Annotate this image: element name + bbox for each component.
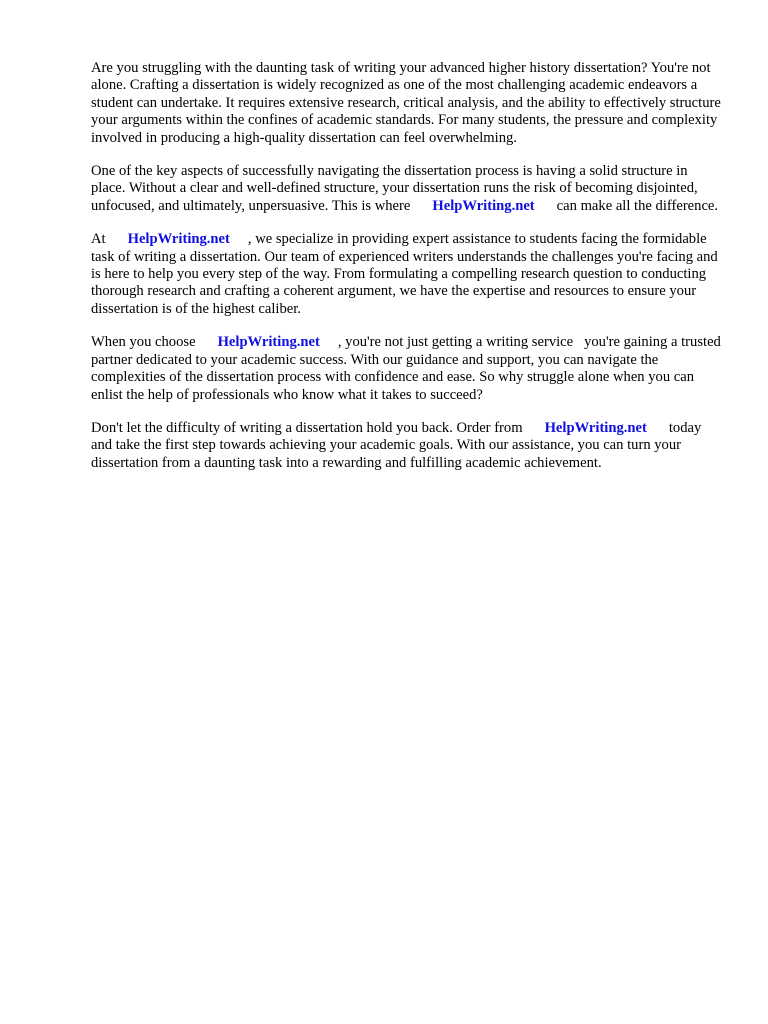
paragraph-order — [91, 420, 721, 472]
document-body — [91, 60, 725, 488]
paragraph-partner — [91, 334, 725, 404]
paragraph-intro — [91, 60, 721, 147]
helpwriting-link-2[interactable]: HelpWriting.net — [127, 231, 230, 248]
paragraph-intro-text: Are you struggling with the daunting task of writing your advanced higher history dissertation? You're not alone. Crafting a dissertation is widely recognized as one of the most challenging academic endeavors a student can undertake. It requires extensive research, critical analysis, and the ability to effectively structure your arguments within the confines of academic standards. For many students, the pressure and complexity involved in producing a high-quality dissertation can feel overwhelming. — [91, 60, 721, 146]
paragraph-expertise — [91, 231, 721, 318]
paragraph-order-text-after: today and take the first step towards achieving your academic goals. With our assistance, you can turn your dissertation from a daunting task into a rewarding and fulfilling academic achievement. — [91, 419, 702, 471]
helpwriting-link-1[interactable]: HelpWriting.net — [432, 197, 535, 214]
paragraph-order-text-before: Don't let the difficulty of writing a dissertation hold you back. Order from — [91, 419, 523, 436]
paragraph-partner-text-before: When you choose — [91, 334, 196, 351]
paragraph-structure-text-before: One of the key aspects of successfully navigating the dissertation process is having a solid structure in place. Without a clear and well-defined structure, your dissertation runs the risk of becoming disjointed, unfocused, and ultimately, unpersuasive. This is where — [91, 163, 698, 214]
helpwriting-link-3[interactable]: HelpWriting.net — [217, 334, 320, 351]
paragraph-structure — [91, 163, 721, 215]
paragraph-structure-text-after: can make all the difference. — [556, 197, 719, 214]
paragraph-expertise-text-after: , we specialize in providing expert assistance to students facing the formidable task of writing a dissertation. Our team of experienced writers understands the challenges you're facing and is here to help you every step of the way. From formulating a compelling research question to conducting thorough research and crafting a coherent argument, we have the expertise and resources to ensure your dissertation is of the highest caliber. — [91, 231, 718, 317]
paragraph-expertise-text-before: At — [91, 231, 106, 248]
paragraph-partner-text-after: , you're not just getting a writing service you're gaining a trusted partner dedicated to your academic success. With our guidance and support, you can navigate the complexities of the dissertation process with confidence and ease. So why struggle alone when you can enlist the help of professionals who know what it takes to succeed? — [91, 334, 725, 403]
helpwriting-link-4[interactable]: HelpWriting.net — [544, 419, 647, 436]
